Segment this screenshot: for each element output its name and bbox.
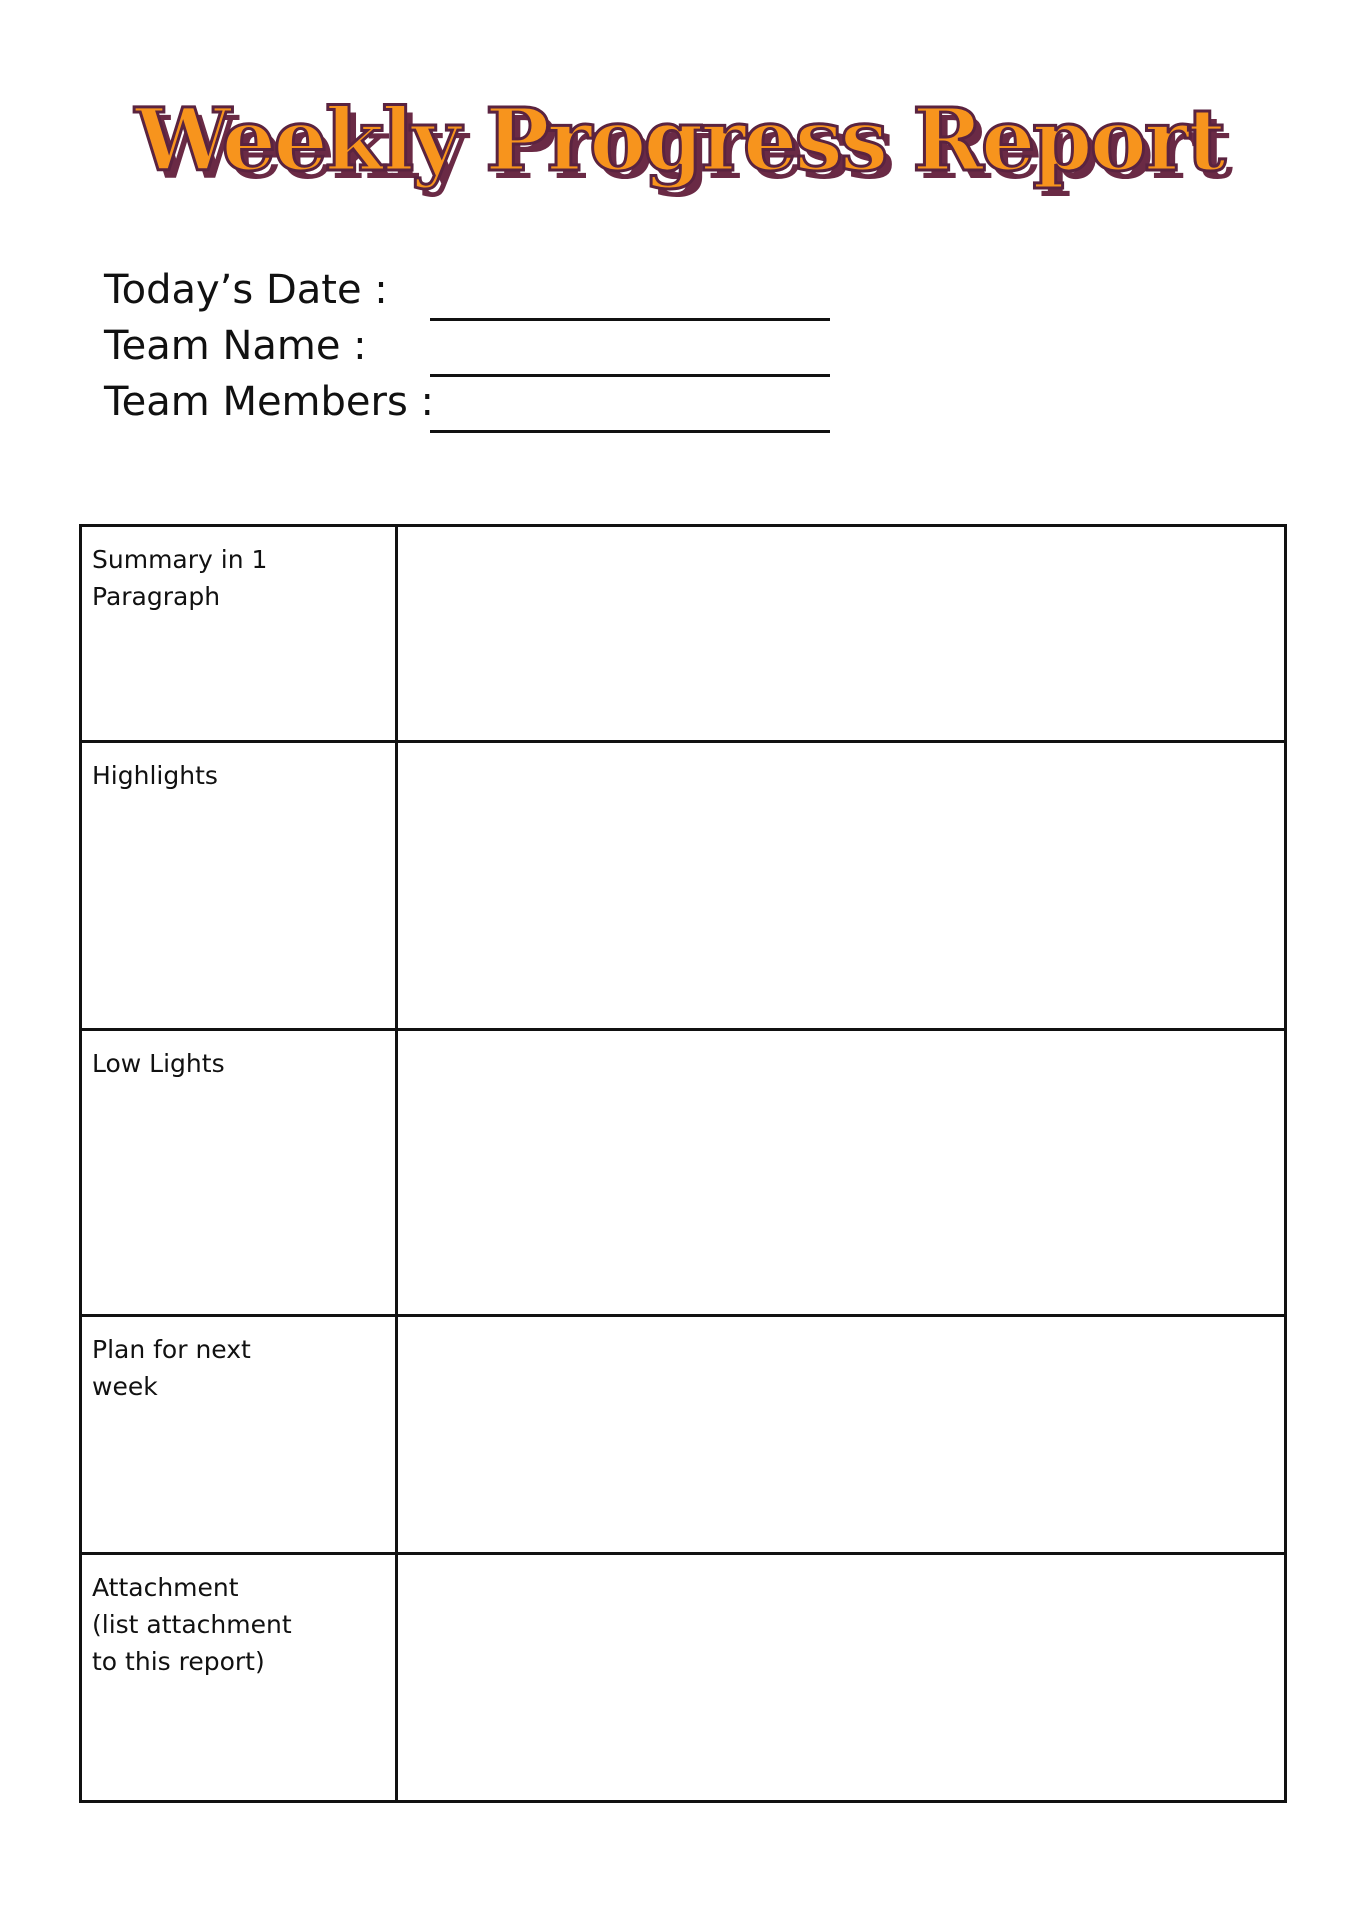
- attachment-label-cell: [81, 1554, 397, 1802]
- table-row-summary: [81, 526, 1286, 742]
- low-lights-label-cell: [81, 1030, 397, 1316]
- team-name-label: Team Name :: [104, 323, 367, 369]
- summary-entry-cell[interactable]: [397, 526, 1286, 742]
- highlights-label-cell: [81, 742, 397, 1030]
- field-row-team-name: [104, 323, 864, 382]
- field-row-todays-date: [104, 267, 864, 326]
- attachment-entry-cell[interactable]: [397, 1554, 1286, 1802]
- team-name-field[interactable]: [430, 374, 830, 377]
- table-row-attachment: [81, 1554, 1286, 1802]
- todays-date-field[interactable]: [430, 318, 830, 321]
- plan-label-cell: [81, 1316, 397, 1554]
- highlights-entry-cell[interactable]: [397, 742, 1286, 1030]
- field-row-team-members: [104, 379, 864, 438]
- low-lights-label: Low Lights: [92, 1049, 225, 1078]
- team-members-field[interactable]: [430, 430, 830, 433]
- team-members-label: Team Members :: [104, 379, 434, 425]
- plan-label: Plan for next week: [92, 1335, 251, 1401]
- table-row-highlights: [81, 742, 1286, 1030]
- report-table: [79, 524, 1287, 1803]
- attachment-label: Attachment (list attachment to this report): [92, 1573, 292, 1676]
- low-lights-entry-cell[interactable]: [397, 1030, 1286, 1316]
- todays-date-label: Today’s Date :: [104, 267, 388, 313]
- table-row-low-lights: [81, 1030, 1286, 1316]
- summary-label-cell: [81, 526, 397, 742]
- highlights-label: Highlights: [92, 761, 218, 790]
- summary-label: Summary in 1 Paragraph: [92, 545, 268, 611]
- plan-entry-cell[interactable]: [397, 1316, 1286, 1554]
- header-fields: [104, 267, 864, 438]
- page-title: Weekly Progress Report: [134, 90, 1224, 191]
- table-row-plan: [81, 1316, 1286, 1554]
